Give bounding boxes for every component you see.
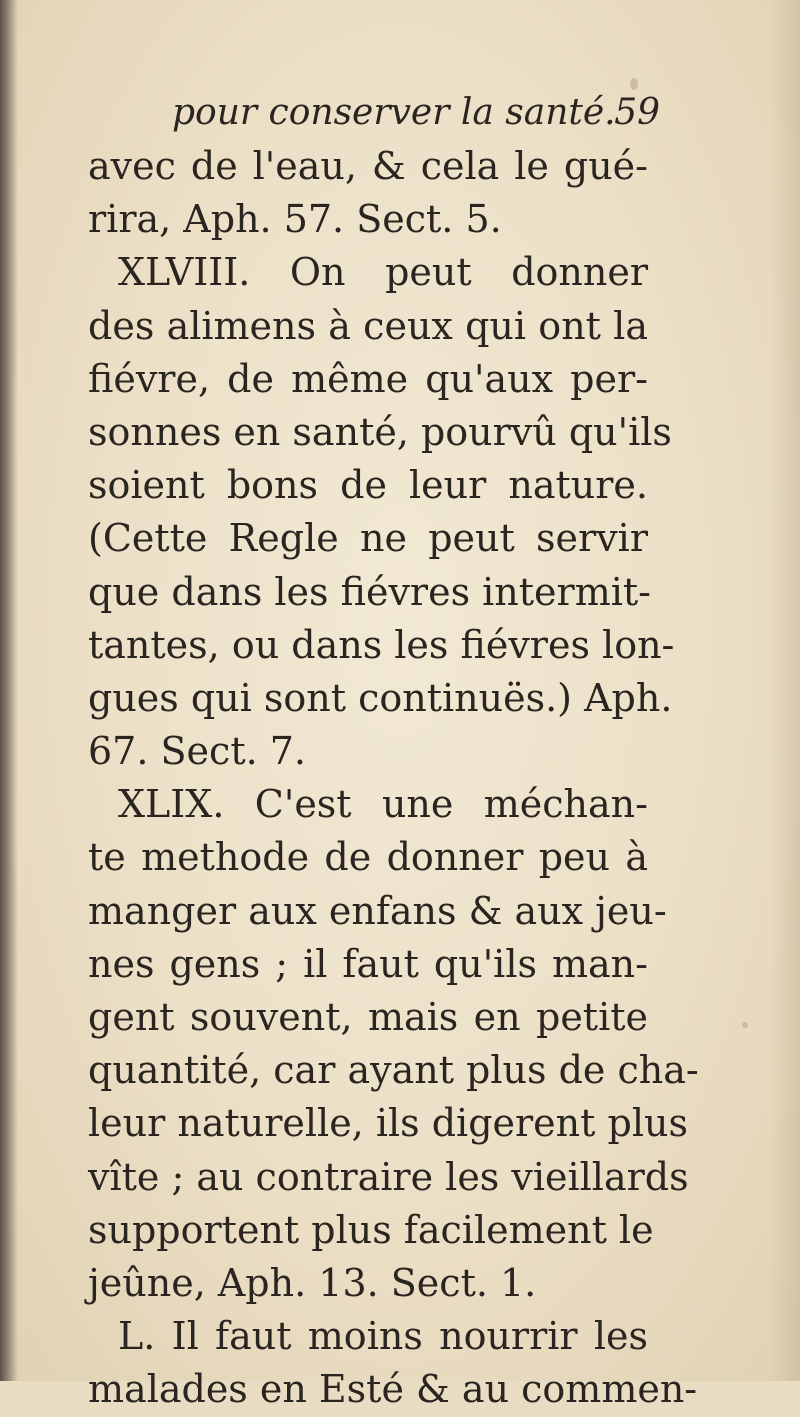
- text-line: quantité, car ayant plus de cha-: [88, 1048, 699, 1093]
- text-line: leur naturelle, ils digerent plus: [88, 1101, 688, 1146]
- text-line: que dans les fiévres intermit-: [88, 569, 652, 614]
- text-line: soient bons de leur nature.: [88, 463, 648, 508]
- text-line: gent souvent, mais en petite: [88, 995, 648, 1039]
- text-line: tantes, ou dans les fiévres lon-: [88, 622, 675, 667]
- paper-spot: [742, 1022, 748, 1028]
- text-line: rira, Aph. 57. Sect. 5.: [88, 197, 502, 242]
- text-line: jeûne, Aph. 13. Sect. 1.: [88, 1260, 537, 1305]
- text-line: 67. Sect. 7.: [88, 729, 306, 774]
- body-text: [88, 140, 699, 1417]
- text-line: (Cette Regle ne peut servir: [88, 516, 648, 561]
- text-line: L. Il faut moins nourrir les: [118, 1314, 648, 1359]
- page-header: [150, 92, 660, 142]
- text-line: supportent plus facilement le: [88, 1207, 654, 1252]
- text-line: vîte ; au contraire les vieillards: [88, 1154, 689, 1199]
- text-line: malades en Esté & au commen-: [88, 1367, 698, 1412]
- text-line: sonnes en santé, pourvû qu'ils: [88, 409, 672, 454]
- text-line: des alimens à ceux qui ont la: [88, 303, 648, 348]
- paper-spot: [630, 78, 638, 90]
- text-line: te methode de donner peu à: [88, 835, 648, 880]
- text-line: avec de l'eau, & cela le gué-: [88, 144, 648, 188]
- text-line: gues qui sont continuës.) Aph.: [88, 675, 673, 720]
- text-line: XLVIII. On peut donner: [118, 250, 648, 295]
- text-line: nes gens ; il faut qu'ils man-: [88, 941, 648, 986]
- text-line: manger aux enfans & aux jeu-: [88, 888, 667, 933]
- running-title: pour conserver la santé.: [172, 92, 616, 133]
- text-line: XLIX. C'est une méchan-: [118, 782, 648, 827]
- text-line: fiévre, de même qu'aux per-: [88, 356, 648, 401]
- page-number: 59: [614, 92, 660, 133]
